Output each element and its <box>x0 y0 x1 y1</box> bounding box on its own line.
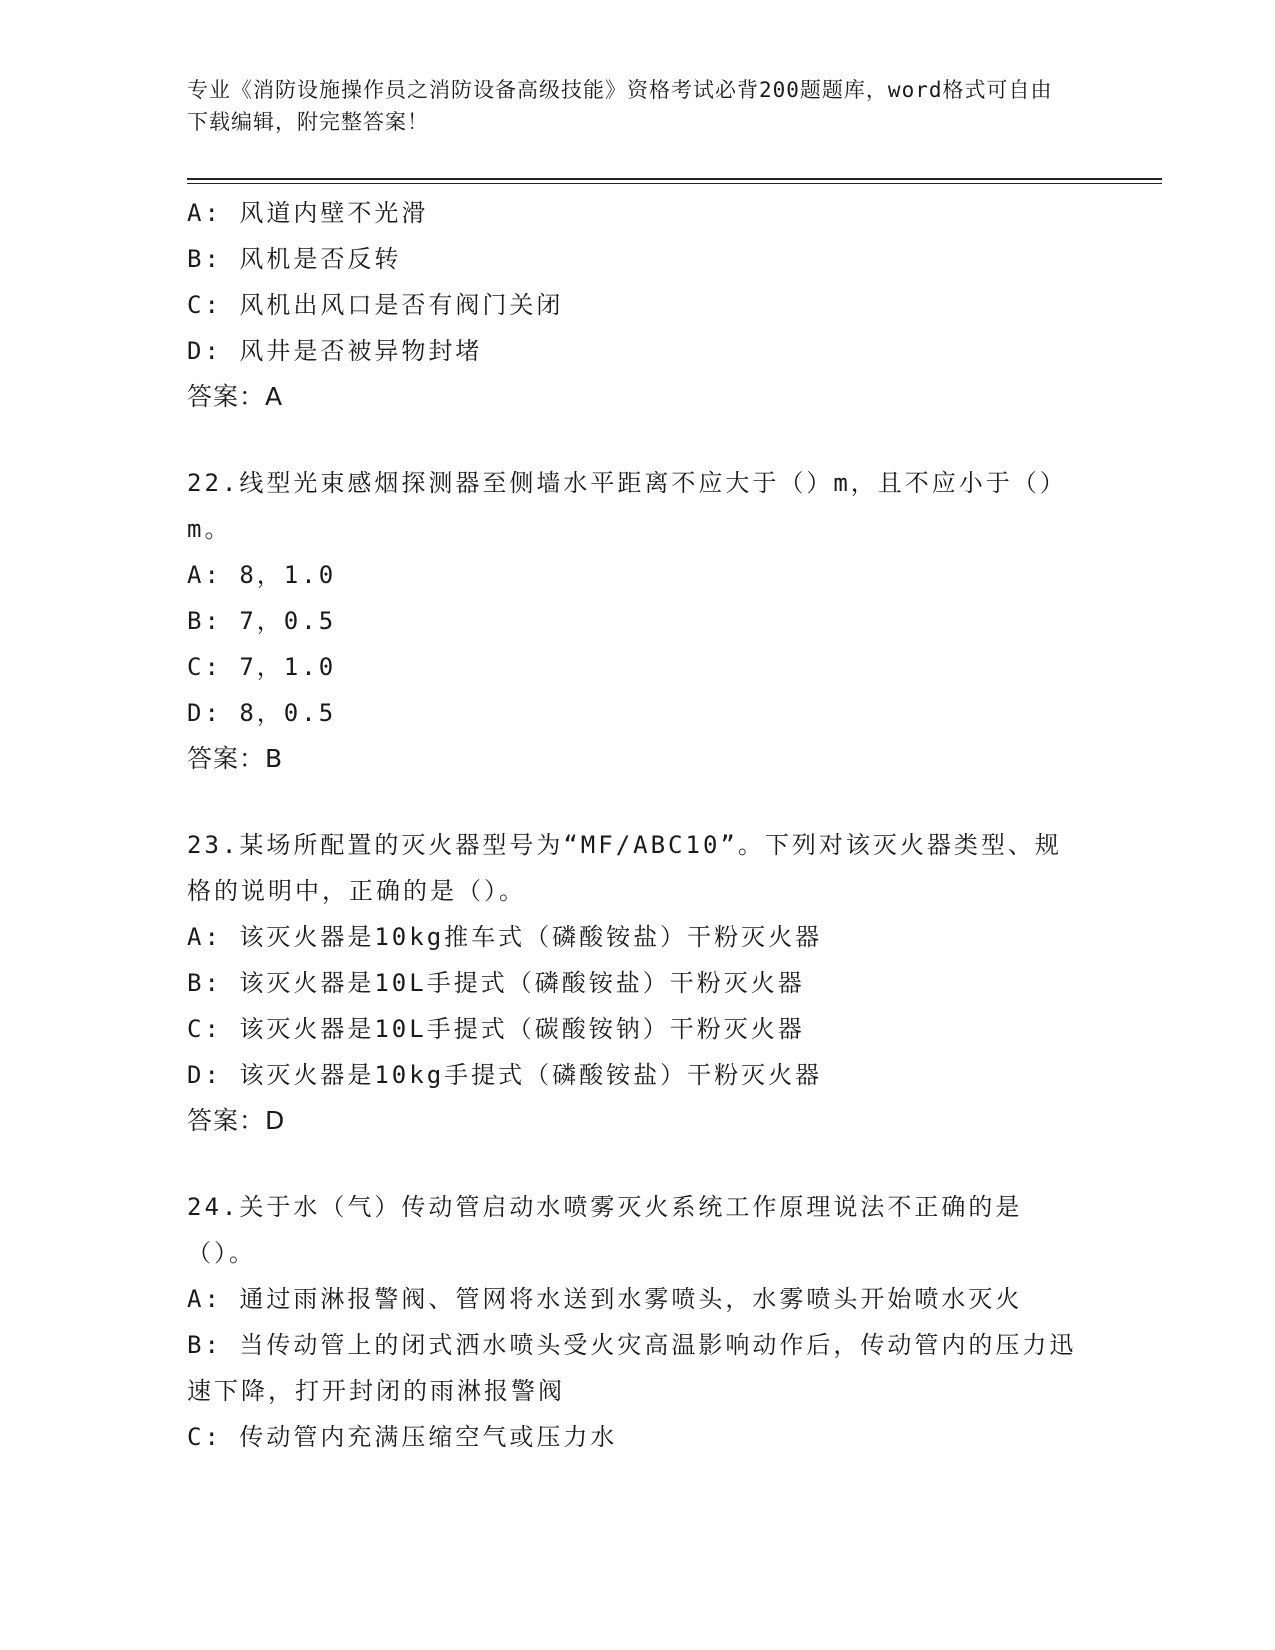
option-a: A: 通过雨淋报警阀、管网将水送到水雾喷头，水雾喷头开始喷水灭火 <box>187 1285 1023 1313</box>
option-a: A: 该灭火器是10kg推车式（磷酸铵盐）干粉灭火器 <box>187 923 823 951</box>
header-divider-thin <box>187 183 1162 184</box>
header-divider-thick <box>187 178 1162 180</box>
question-text: 23.某场所配置的灭火器型号为“MF/ABC10”。下列对该灭火器类型、规格的说明中，正确的是（）。 <box>187 831 1062 905</box>
option-d: D: 该灭火器是10kg手提式（磷酸铵盐）干粉灭火器 <box>187 1061 823 1089</box>
question-text: 22.线型光束感烟探测器至侧墙水平距离不应大于（）m，且不应小于（）m。 <box>187 469 1067 543</box>
option-a: A: 8，1.0 <box>187 561 337 589</box>
answer: 答案：A <box>187 382 284 411</box>
spacer <box>187 782 1077 822</box>
option-b: B: 该灭火器是10L手提式（磷酸铵盐）干粉灭火器 <box>187 969 805 997</box>
question-text: 24.关于水（气）传动管启动水喷雾灭火系统工作原理说法不正确的是（）。 <box>187 1193 1023 1267</box>
option-b: B: 风机是否反转 <box>187 245 402 273</box>
option-c: C: 传动管内充满压缩空气或压力水 <box>187 1423 618 1451</box>
option-d: D: 风井是否被异物封堵 <box>187 337 483 365</box>
question-22 <box>187 460 1077 782</box>
question-21 <box>187 190 1077 420</box>
question-24 <box>187 1184 1077 1460</box>
question-23 <box>187 822 1077 1144</box>
question-content <box>187 190 1077 1460</box>
document-header: 专业《消防设施操作员之消防设备高级技能》资格考试必背200题题库，word格式可自由下载编辑，附完整答案！ <box>187 78 1053 134</box>
option-c: C: 该灭火器是10L手提式（碳酸铵钠）干粉灭火器 <box>187 1015 805 1043</box>
spacer <box>187 1144 1077 1184</box>
option-d: D: 8，0.5 <box>187 699 337 727</box>
answer: 答案：B <box>187 744 284 773</box>
answer: 答案：D <box>187 1106 286 1135</box>
option-c: C: 风机出风口是否有阀门关闭 <box>187 291 564 319</box>
option-b: B: 当传动管上的闭式洒水喷头受火灾高温影响动作后，传动管内的压力迅速下降，打开封闭的雨淋报警阀 <box>187 1331 1077 1405</box>
spacer <box>187 420 1077 460</box>
option-c: C: 7，1.0 <box>187 653 337 681</box>
option-a: A: 风道内壁不光滑 <box>187 199 429 227</box>
option-b: B: 7，0.5 <box>187 607 337 635</box>
